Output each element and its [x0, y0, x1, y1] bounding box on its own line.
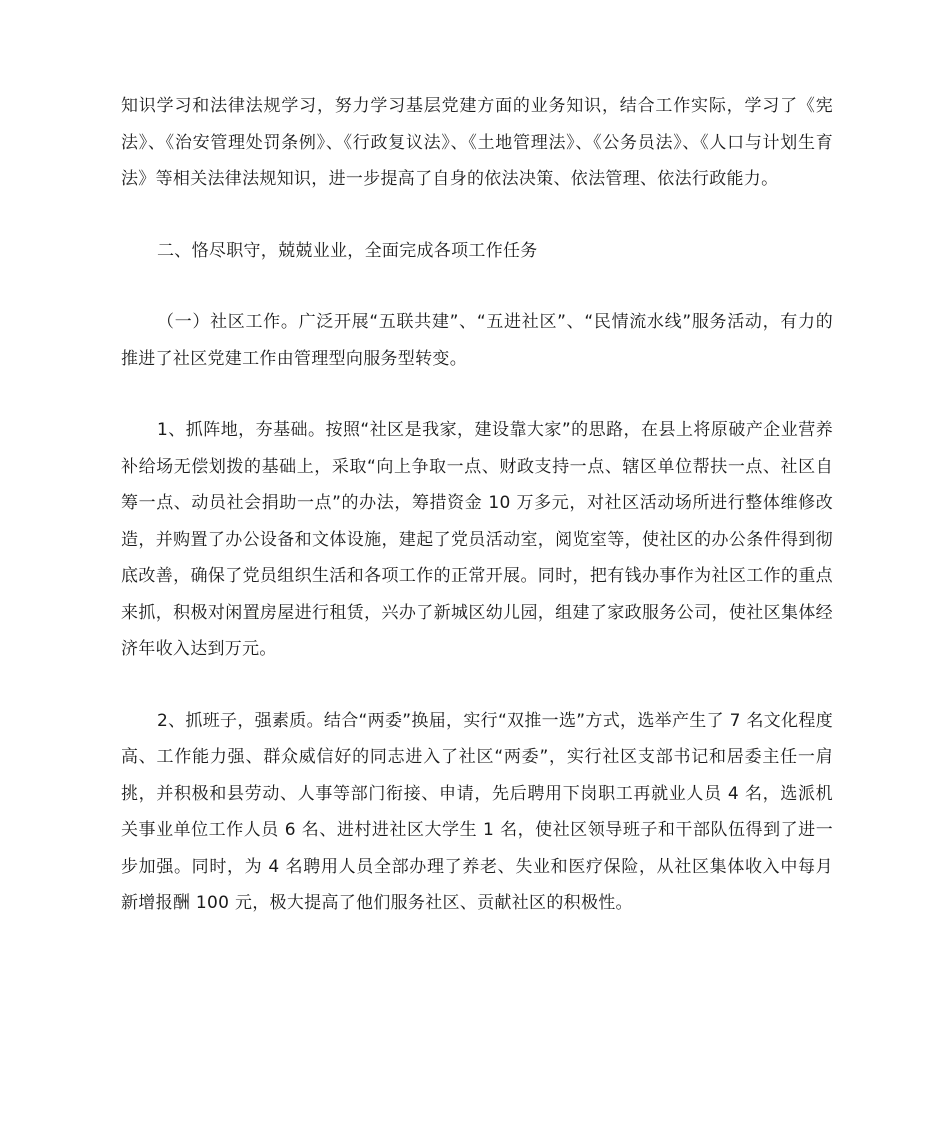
paragraph-study-continuation: 知识学习和法律法规学习，努力学习基层党建方面的业务知识，结合工作实际，学习了《宪法》、《治安管理处罚条例》、《行政复议法》、《土地管理法》、《公务员法》、《人口与计划生育法》等相关法律法规知识，进一步提高了自身的依法决策、依法管理、依法行政能力。	[121, 96, 833, 189]
document-body	[121, 88, 833, 922]
paragraph-position-foundation: 1、抓阵地，夯基础。按照“社区是我家，建设靠大家”的思路，在县上将原破产企业营养补给场无偿划拨的基础上，采取“向上争取一点、财政支持一点、辖区单位帮扶一点、社区自筹一点、动员社会捐助一点”的办法，筹措资金 10 万多元，对社区活动场所进行整体维修改造，并购置了办公设备和文体设施，建起了党员活动室，阅览室等，使社区的办公条件得到彻底改善，确保了党员组织生活和各项工作的正常开展。同时，把有钱办事作为社区工作的重点来抓，积极对闲置房屋进行租赁，兴办了新城区幼儿园，组建了家政服务公司，使社区集体经济年收入达到万元。	[121, 420, 833, 659]
paragraph-team-quality: 2、抓班子，强素质。结合“两委”换届，实行“双推一选”方式，选举产生了 7 名文化程度高、工作能力强、群众威信好的同志进入了社区“两委”，实行社区支部书记和居委主任一肩挑，并积极和县劳动、人事等部门衔接、申请，先后聘用下岗职工再就业人员 4 名，选派机关事业单位工作人员 6 名、进村进社区大学生 1 名，使社区领导班子和干部队伍得到了进一步加强。同时，为 4 名聘用人员全部办理了养老、失业和医疗保险，从社区集体收入中每月新增报酬 100 元，极大提高了他们服务社区、贡献社区的积极性。	[121, 710, 833, 913]
paragraph-community-work: （一）社区工作。广泛开展“五联共建”、“五进社区”、“民情流水线”服务活动，有力的推进了社区党建工作由管理型向服务型转变。	[121, 312, 833, 369]
section-heading-duties: 二、恪尽职守，兢兢业业，全面完成各项工作任务	[157, 240, 538, 261]
